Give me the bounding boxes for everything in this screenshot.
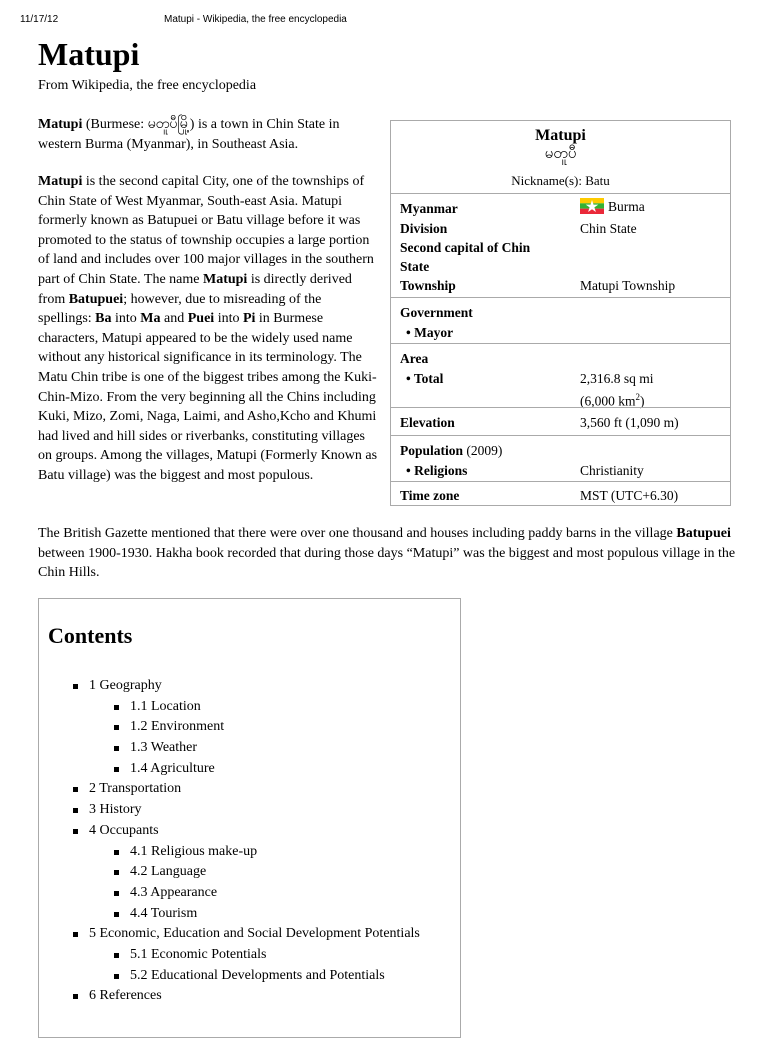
toc-link[interactable]: 2 Transportation <box>89 781 182 797</box>
infobox-nickname: Nickname(s): Batu <box>511 173 610 188</box>
print-page-title: Matupi - Wikipedia, the free encyclopedia <box>164 14 347 25</box>
mayor-label: • Mayor <box>406 325 454 340</box>
division-label: Division <box>400 221 448 236</box>
bullet-icon <box>114 705 119 710</box>
toc-link[interactable]: 5.1 Economic Potentials <box>130 946 267 962</box>
intro-paragraph <box>38 115 380 154</box>
intro-text: (Burmese: <box>82 117 148 132</box>
intro-bold-name: Matupi <box>38 117 83 132</box>
elevation-label: Elevation <box>400 415 455 430</box>
toc-link[interactable]: 1.3 Weather <box>130 740 198 756</box>
infobox-location-section <box>391 193 730 304</box>
toc-link[interactable]: 1.2 Environment <box>130 719 225 735</box>
population-label-text: Population <box>400 443 464 458</box>
bullet-icon <box>114 767 119 772</box>
bullet-icon <box>73 994 78 999</box>
history-paragraph <box>38 172 378 486</box>
bold-term: Ma <box>140 311 161 327</box>
toc-link[interactable]: 4.4 Tourism <box>130 905 198 921</box>
paragraph-text: between 1900-1930. Hakha book recorded that during those days “Matupi” was the biggest and most populous village in the Chin Hills. <box>38 545 736 581</box>
area-km-superscript: 2 <box>635 392 640 402</box>
paragraph-text: The British Gazette mentioned that there were over one thousand and houses including paddy barns in the village <box>38 526 677 541</box>
paragraph-text: into <box>111 311 141 327</box>
bullet-icon <box>114 870 119 875</box>
bold-term: Ba <box>95 311 112 327</box>
bold-term: Matupi <box>38 174 83 189</box>
paragraph-text: is the second capital City, one of the townships of Chin State of West Myanmar, South-east Asia. Matupi formerly known as Batupuei or Batu village before it was promoted to the status of township occupies a large portion of land and includes over 100 major villages in the southern part of Chin State. The name <box>38 174 374 287</box>
toc-link[interactable]: 4 Occupants <box>89 822 159 838</box>
bullet-icon <box>73 932 78 937</box>
toc-link[interactable]: 4.1 Religious make-up <box>130 843 258 859</box>
table-of-contents <box>38 598 461 1038</box>
toc-link[interactable]: 6 References <box>89 988 162 1004</box>
article-tagline: From Wikipedia, the free encyclopedia <box>38 78 257 93</box>
bullet-icon <box>73 808 78 813</box>
bullet-icon <box>114 725 119 730</box>
bold-term: Puei <box>187 311 215 327</box>
total-area-sqmi: 2,316.8 sq mi <box>580 371 654 386</box>
infobox-title: Matupi <box>535 127 586 144</box>
print-date: 11/17/12 <box>20 14 59 25</box>
bullet-icon <box>114 850 119 855</box>
paragraph-text: is directly derived from <box>38 271 352 307</box>
government-label: Government <box>400 305 473 320</box>
bullet-icon <box>73 829 78 834</box>
area-label: Area <box>400 351 429 366</box>
bold-term: Pi <box>242 311 256 327</box>
infobox-header <box>391 121 730 189</box>
article-title: Matupi <box>38 36 140 72</box>
burma-flag-icon <box>580 198 604 214</box>
bullet-icon <box>114 953 119 958</box>
toc-link[interactable]: 4.3 Appearance <box>130 884 218 900</box>
religions-value: Christianity <box>580 463 644 478</box>
area-km-text: (6,000 km <box>580 393 636 409</box>
total-area-label: • Total <box>406 371 444 386</box>
toc-link[interactable]: 1 Geography <box>89 678 162 693</box>
infobox <box>390 120 731 506</box>
division-value: Chin State <box>580 221 637 236</box>
township-value: Matupi Township <box>580 278 676 293</box>
bullet-icon <box>73 787 78 792</box>
burma-link[interactable]: Burma <box>608 199 645 214</box>
toc-link[interactable]: 5 Economic, Education and Social Development Potentials <box>89 926 420 942</box>
toc-title: Contents <box>48 623 133 648</box>
toc-link[interactable]: 1.1 Location <box>130 698 201 714</box>
population-year: (2009) <box>463 443 503 458</box>
bold-term: Batupuei <box>676 526 731 541</box>
area-km-close: ) <box>640 393 645 409</box>
print-header <box>20 14 748 28</box>
infobox-population-section <box>391 435 730 482</box>
toc-link[interactable]: 1.4 Agriculture <box>130 760 215 776</box>
bullet-icon <box>73 684 78 689</box>
intro-text: ) is a town in Chin State in western Burma (Myanmar), in Southeast Asia. <box>38 117 340 152</box>
infobox-government-section <box>391 297 730 344</box>
paragraph-text: and <box>160 311 188 327</box>
infobox-area-section <box>391 343 730 409</box>
bullet-icon <box>114 891 119 896</box>
township-label: Township <box>400 278 456 293</box>
burmese-name-link[interactable]: မတူပီမြို့ <box>147 117 190 132</box>
gazette-paragraph <box>38 524 738 583</box>
second-capital-label: Second capital of Chin State <box>400 240 531 274</box>
infobox-native-name: မတူပီ <box>544 146 577 162</box>
bold-term: Matupi <box>202 271 248 287</box>
paragraph-text: in Burmese characters, Matupi appeared to be the widely used name without any historical significance in its terminology. The Matu Chin tribe is one of the biggest tribes among the Kuki-Chin-Mizo. From the very beginning all the Chins including Kuki, Mizo, Zomi, Naga, Laimi, and Asho,Kcho and Khumi had lived and hill sides or riverbanks, constituting villages on groups. Among the villages, Matupi (Formerly Known as Batu village) was the biggest and most populous. <box>38 311 378 483</box>
elevation-value: 3,560 ft (1,090 m) <box>580 415 679 430</box>
country-value <box>580 197 645 216</box>
total-area-value <box>580 369 654 411</box>
country-label: Myanmar <box>400 201 458 216</box>
toc-link[interactable]: 3 History <box>89 802 142 818</box>
paragraph-text: ; however, due to misreading of the spellings: <box>38 291 322 327</box>
infobox-elevation-section <box>391 407 730 438</box>
paragraph-text: into <box>214 311 243 327</box>
bullet-icon <box>114 912 119 917</box>
toc-link[interactable]: 4.2 Language <box>130 864 207 880</box>
bold-term: Batupuei <box>68 291 124 307</box>
religions-label: • Religions <box>406 463 468 478</box>
timezone-value: MST (UTC+6.30) <box>580 488 679 503</box>
toc-link[interactable]: 5.2 Educational Developments and Potentials <box>130 967 385 983</box>
population-label <box>400 441 570 460</box>
bullet-icon <box>114 974 119 979</box>
timezone-label: Time zone <box>400 488 460 503</box>
infobox-timezone-section <box>391 481 730 507</box>
bullet-icon <box>114 746 119 751</box>
